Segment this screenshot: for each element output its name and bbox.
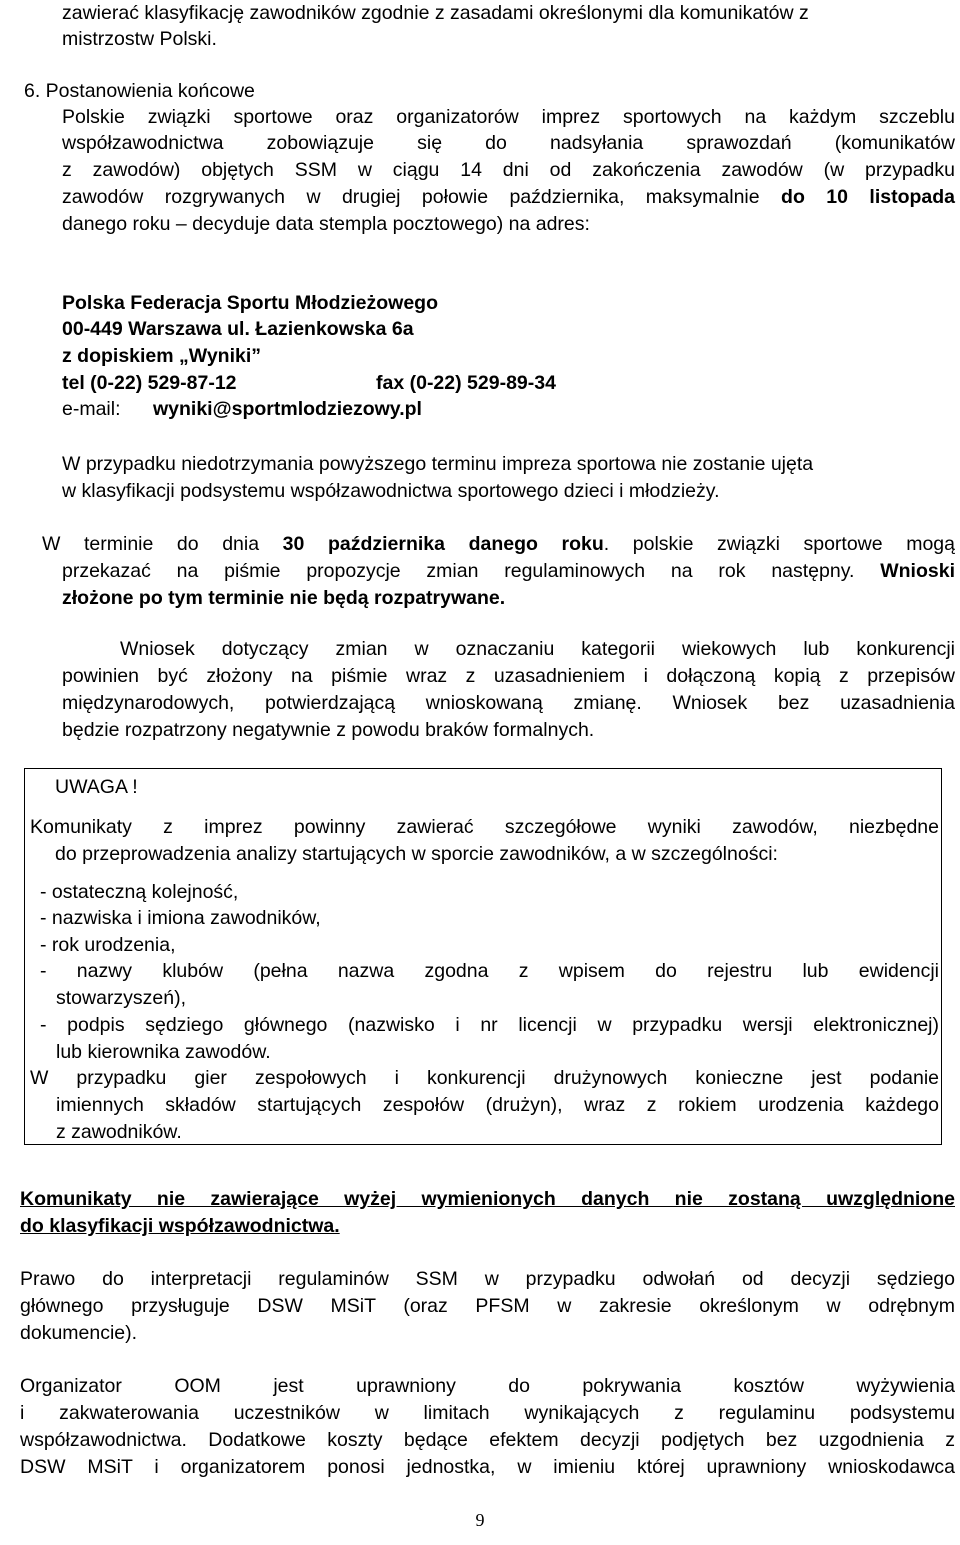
interpretation-line-1: Prawo do interpretacji regulaminów SSM w przypadku odwołań od decyzji sędziego	[20, 1268, 955, 1290]
notice-item-3: - rok urodzenia,	[40, 934, 176, 956]
notice-team-line-3: z zawodników.	[56, 1121, 182, 1143]
changes-line-3: złożone po tym terminie nie będą rozpatrywane.	[62, 587, 506, 609]
costs-line-3: współzawodnictwa. Dodatkowe koszty będące efektem decyzji podjętych bez uzgodnienia z	[20, 1429, 955, 1451]
request-line-2: powinien być złożony na piśmie wraz z uzasadnieniem i dołączoną kopią z przepisów	[62, 665, 955, 687]
deadline-note-line-2: w klasyfikacji podsystemu współzawodnictwa sportowego dzieci i młodzieży.	[62, 480, 720, 502]
section-p1-line-1: Polskie związki sportowe oraz organizatorów imprez sportowych na każdym szczeblu	[62, 106, 955, 128]
notice-team-line-1: W przypadku gier zespołowych i konkurencji drużynowych konieczne jest podanie	[30, 1067, 939, 1089]
notice-item-1: - ostateczną kolejność,	[40, 881, 239, 903]
intro-line-2: mistrzostw Polski.	[62, 28, 217, 50]
request-line-1: Wniosek dotyczący zmian w oznaczaniu kategorii wiekowych lub konkurencji	[120, 638, 955, 660]
notice-team-line-2: imiennych składów startujących zespołów (drużyn), wraz z rokiem urodzenia każdego	[56, 1094, 939, 1116]
notice-title: UWAGA !	[55, 776, 138, 798]
notice-item-2: - nazwiska i imiona zawodników,	[40, 907, 321, 929]
section-deadline-bold: do 10 listopada	[781, 186, 956, 208]
notice-item-4-line-2: stowarzyszeń),	[56, 987, 187, 1009]
section-p1-line-4-text: zawodów rozgrywanych w drugiej połowie października, maksymalnie	[62, 186, 782, 208]
request-line-3: międzynarodowych, potwierdzającą wnioskowaną zmianę. Wniosek bez uzasadnienia	[62, 692, 955, 714]
notice-item-4-line-1: - nazwy klubów (pełna nazwa zgodna z wpisem do rejestru lub ewidencji	[40, 960, 939, 982]
address-email[interactable]: wyniki@sportmlodziezowy.pl	[153, 398, 422, 420]
costs-line-4: DSW MSiT i organizatorem ponosi jednostka, w imieniu której uprawniony wnioskodawca	[20, 1456, 955, 1478]
address-note: z dopiskiem „Wyniki”	[62, 345, 262, 367]
page-number: 9	[475, 1510, 485, 1530]
deadline-note-line-1: W przypadku niedotrzymania powyższego terminu impreza sportowa nie zostanie ujęta	[62, 453, 814, 475]
address-email-label: e-mail:	[62, 398, 121, 420]
changes-wnioski-bold: Wnioski	[880, 560, 955, 582]
changes-line-1	[42, 531, 955, 557]
notice-item-5-line-1: - podpis sędziego głównego (nazwisko i nr licencji w przypadku wersji elektronicznej)	[40, 1014, 939, 1036]
intro-line-1: zawierać klasyfikację zawodników zgodnie z zasadami określonymi dla komunikatów z	[62, 2, 809, 24]
costs-line-2: i zakwaterowania uczestników w limitach wynikających z regulaminu podsystemu	[20, 1402, 955, 1424]
costs-line-1: Organizator OOM jest uprawniony do pokrywania kosztów wyżywienia	[20, 1375, 955, 1397]
address-tel: tel (0-22) 529-87-12	[62, 372, 237, 394]
request-line-4: będzie rozpatrzony negatywnie z powodu braków formalnych.	[62, 719, 595, 741]
changes-line-1-pre: W terminie do dnia	[42, 533, 283, 555]
section-p1-line-5: danego roku – decyduje data stempla pocztowego) na adres:	[62, 213, 590, 235]
changes-line-2	[62, 558, 955, 584]
section-p1-line-2: współzawodnictwa zobowiązuje się do nadsyłania sprawozdań (komunikatów	[62, 132, 955, 154]
address-street: 00-449 Warszawa ul. Łazienkowska 6a	[62, 318, 414, 340]
section-p1-line-4	[62, 184, 955, 210]
interpretation-line-2: głównego przysługuje DSW MSiT (oraz PFSM w zakresie określonym w odrębnym	[20, 1295, 955, 1317]
changes-line-2-pre: przekazać na piśmie propozycje zmian regulaminowych na rok następny.	[62, 560, 881, 582]
notice-intro-line-2: do przeprowadzenia analizy startujących w sporcie zawodników, a w szczególności:	[55, 843, 778, 865]
address-fax: fax (0-22) 529-89-34	[376, 372, 556, 394]
section-p1-line-3: z zawodów) objętych SSM w ciągu 14 dni od zakończenia zawodów (w przypadku	[62, 159, 955, 181]
changes-line-1-post: . polskie związki sportowe mogą	[603, 533, 955, 555]
notice-item-5-line-2: lub kierownika zawodów.	[56, 1041, 271, 1063]
warning-line-2: do klasyfikacji współzawodnictwa.	[20, 1215, 340, 1237]
address-org: Polska Federacja Sportu Młodzieżowego	[62, 292, 438, 314]
changes-date-bold: 30 października danego roku	[282, 533, 604, 555]
warning-line-1: Komunikaty nie zawierające wyżej wymienionych danych nie zostaną uwzględnione	[20, 1188, 955, 1210]
notice-intro-line-1: Komunikaty z imprez powinny zawierać szczegółowe wyniki zawodów, niezbędne	[30, 816, 939, 838]
section-heading: 6. Postanowienia końcowe	[24, 80, 255, 102]
interpretation-line-3: dokumencie).	[20, 1322, 138, 1344]
